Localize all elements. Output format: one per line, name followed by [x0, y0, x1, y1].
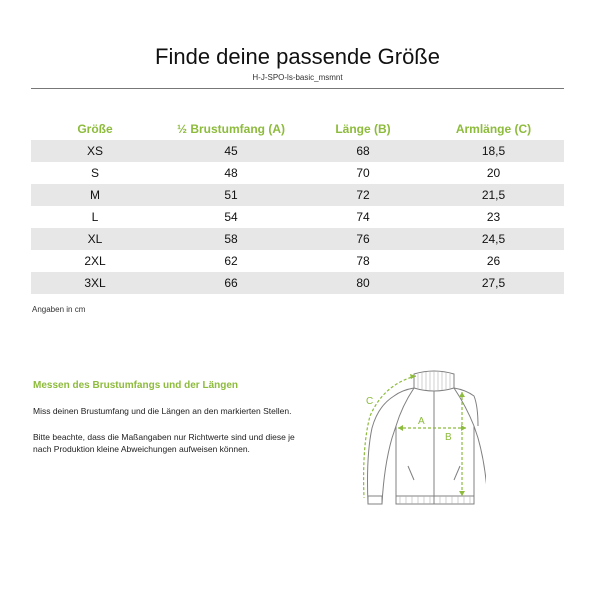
chest-cell: 45 — [159, 140, 303, 162]
length-cell: 80 — [303, 272, 423, 294]
column-header-chest: ½ Brustumfang (A) — [177, 122, 285, 136]
sleeve-cell: 26 — [486, 254, 501, 268]
size-cell: 3XL — [31, 272, 159, 294]
size-cell: XS — [31, 140, 159, 162]
sleeve-cell: 21,5 — [423, 184, 564, 206]
table-row — [31, 140, 564, 162]
page-title: Finde deine passende Größe — [155, 44, 440, 69]
sleeve-cell: 27,5 — [423, 272, 564, 294]
sleeve-cell: 20 — [486, 166, 501, 180]
table-header-row — [31, 118, 564, 140]
size-cell: L — [91, 210, 99, 224]
size-cell: 2XL — [84, 254, 106, 268]
length-cell: 68 — [303, 140, 423, 162]
table-row — [31, 184, 564, 206]
sleeve-cell: 23 — [486, 210, 501, 224]
table-row — [31, 272, 564, 294]
table-row — [31, 162, 564, 184]
label-a: A — [418, 416, 425, 427]
size-cell: XL — [31, 228, 159, 250]
table-row — [31, 250, 564, 272]
chest-cell: 51 — [159, 184, 303, 206]
jacket-body — [368, 388, 487, 504]
length-cell: 76 — [303, 228, 423, 250]
column-header-length: Länge (B) — [335, 122, 391, 136]
table-row — [31, 228, 564, 250]
chest-cell: 66 — [159, 272, 303, 294]
length-cell: 74 — [356, 210, 370, 224]
chest-cell: 62 — [224, 254, 238, 268]
sleeve-cell: 24,5 — [423, 228, 564, 250]
section-title: Messen des Brustumfangs und der Längen — [33, 380, 239, 391]
divider — [31, 88, 564, 89]
length-cell: 78 — [356, 254, 370, 268]
sleeve-cell: 18,5 — [423, 140, 564, 162]
jacket-measurement-diagram — [356, 366, 486, 516]
length-cell: 70 — [356, 166, 370, 180]
size-cell: S — [90, 166, 99, 180]
column-header-size: Größe — [77, 122, 113, 136]
size-table — [31, 118, 564, 294]
chest-cell: 48 — [224, 166, 238, 180]
column-header-sleeve: Armlänge (C) — [455, 122, 532, 136]
length-cell: 72 — [303, 184, 423, 206]
label-c: C — [366, 396, 374, 407]
label-b: B — [445, 432, 452, 443]
chest-cell: 58 — [159, 228, 303, 250]
measure-line-c — [364, 376, 416, 498]
disclaimer-text: Bitte beachte, dass die Maßangaben nur Richtwerte sind und diese je nach Produktion kleine Abweichungen aufweisen können. — [33, 432, 295, 454]
size-cell: M — [31, 184, 159, 206]
table-row — [31, 206, 564, 228]
units-note: Angaben in cm — [32, 305, 86, 314]
chest-cell: 54 — [224, 210, 238, 224]
instruction-text: Miss deinen Brustumfang und die Längen an den markierten Stellen. — [33, 406, 292, 416]
product-code: H-J-SPO-ls-basic_msmnt — [252, 73, 343, 82]
